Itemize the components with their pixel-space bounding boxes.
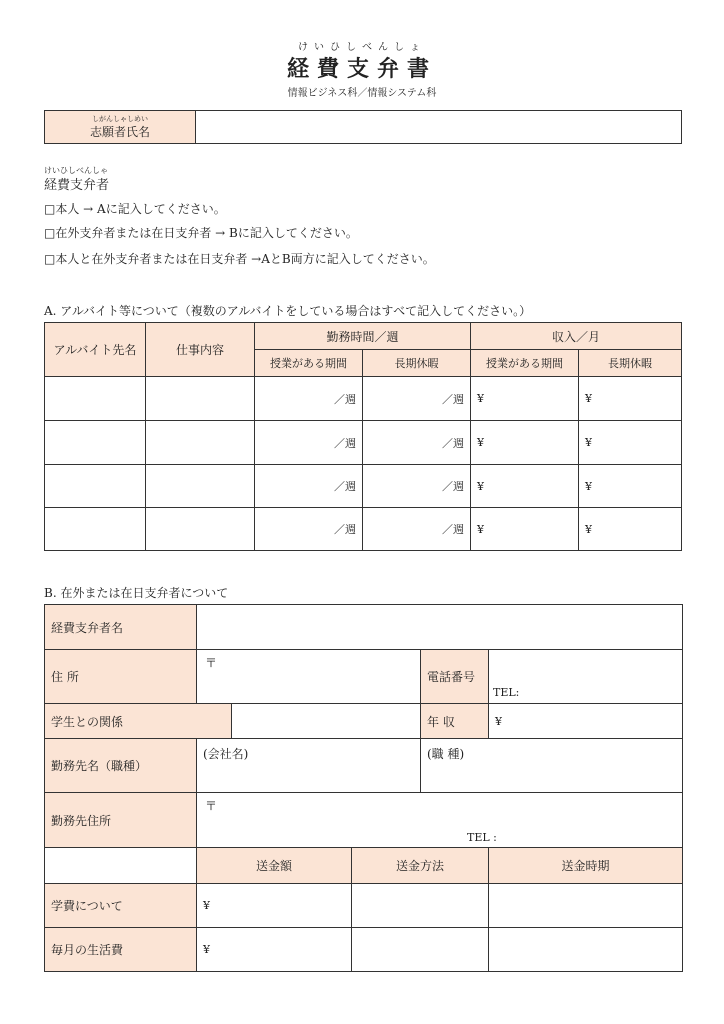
payer-option-both[interactable]: □本人と在外支弁者または在日支弁者 →AとB両方に記入してください。 [44, 252, 435, 266]
applicant-name-field[interactable] [196, 111, 682, 144]
remit-corner-cell [45, 848, 197, 884]
applicant-name-label [45, 111, 196, 144]
address-label: 住 所 [45, 650, 197, 704]
page-subtitle: 情報ビジネス科／情報システム科 [287, 88, 437, 99]
col-employer: アルバイト先名 [45, 323, 146, 377]
hours-school-cell[interactable]: ／週 [255, 508, 363, 551]
page-title: 経費支弁書 [286, 56, 437, 82]
payer-name-field[interactable] [197, 605, 683, 650]
relation-label: 学生との関係 [45, 704, 232, 739]
postal-mark: 〒 [205, 656, 218, 670]
section-a-table [44, 322, 682, 551]
hours-school-cell[interactable]: ／週 [255, 421, 363, 465]
tuition-label: 学費について [45, 884, 197, 928]
col-timing: 送金時期 [489, 848, 683, 884]
job-cell[interactable] [146, 421, 255, 465]
job-cell[interactable] [146, 377, 255, 421]
relation-field[interactable] [232, 704, 421, 739]
job-cell[interactable] [146, 508, 255, 551]
phone-label: 電話番号 [421, 650, 489, 704]
address-field[interactable] [197, 650, 421, 704]
job-type-field[interactable]: (職 種) [421, 739, 683, 793]
phone-field[interactable] [489, 650, 683, 704]
employer-cell[interactable] [45, 421, 146, 465]
payer-option-external[interactable]: □在外支弁者または在日支弁者 → Bに記入してください。 [44, 226, 358, 240]
col-income: 収入／月 [471, 323, 682, 350]
work-tel-label: TEL : [467, 831, 497, 844]
sub-income-school: 授業がある期間 [471, 350, 579, 377]
applicant-table [44, 110, 682, 144]
hours-school-cell[interactable]: ／週 [255, 377, 363, 421]
hours-vacation-cell[interactable]: ／週 [363, 421, 471, 465]
income-school-cell[interactable]: ¥ [471, 508, 579, 551]
annual-income-label: 年 収 [421, 704, 489, 739]
tuition-timing-field[interactable] [489, 884, 683, 928]
employer-cell[interactable] [45, 508, 146, 551]
income-vacation-cell[interactable]: ¥ [579, 508, 682, 551]
payer-name-label: 経費支弁者名 [45, 605, 197, 650]
col-amount: 送金額 [197, 848, 352, 884]
sub-income-vacation: 長期休暇 [579, 350, 682, 377]
tuition-amount-field[interactable]: ¥ [197, 884, 352, 928]
work-postal-mark: 〒 [205, 799, 218, 813]
tuition-method-field[interactable] [352, 884, 489, 928]
living-timing-field[interactable] [489, 928, 683, 972]
sub-hours-school: 授業がある期間 [255, 350, 363, 377]
tel-label: TEL: [493, 686, 520, 699]
hours-school-cell[interactable]: ／週 [255, 465, 363, 508]
annual-income-field[interactable]: ¥ [489, 704, 683, 739]
income-vacation-cell[interactable]: ¥ [579, 377, 682, 421]
title-ruby: けいひしべんしょ [298, 42, 426, 53]
workplace-label: 勤務先名（職種） [45, 739, 197, 793]
income-school-cell[interactable]: ¥ [471, 377, 579, 421]
living-amount-field[interactable]: ¥ [197, 928, 352, 972]
work-address-field[interactable] [197, 793, 683, 848]
hours-vacation-cell[interactable]: ／週 [363, 508, 471, 551]
sub-hours-vacation: 長期休暇 [363, 350, 471, 377]
company-name-field[interactable]: (会社名) [197, 739, 421, 793]
hours-vacation-cell[interactable]: ／週 [363, 465, 471, 508]
payer-heading: 経費支弁者 [44, 178, 110, 193]
work-address-label: 勤務先住所 [45, 793, 197, 848]
applicant-label-ruby: しがんしゃしめい [92, 114, 148, 123]
applicant-label: 志願者氏名 [89, 124, 150, 139]
employer-cell[interactable] [45, 377, 146, 421]
income-vacation-cell[interactable]: ¥ [579, 465, 682, 508]
employer-cell[interactable] [45, 465, 146, 508]
col-job: 仕事内容 [146, 323, 255, 377]
income-school-cell[interactable]: ¥ [471, 421, 579, 465]
living-method-field[interactable] [352, 928, 489, 972]
col-hours: 勤務時間／週 [255, 323, 471, 350]
job-cell[interactable] [146, 465, 255, 508]
section-a-heading: A. アルバイト等について（複数のアルバイトをしている場合はすべて記入してください。） [44, 304, 532, 318]
col-method: 送金方法 [352, 848, 489, 884]
section-b-table [44, 604, 683, 972]
income-vacation-cell[interactable]: ¥ [579, 421, 682, 465]
payer-option-self[interactable]: □本人 → Aに記入してください。 [44, 202, 226, 216]
living-label: 毎月の生活費 [45, 928, 197, 972]
payer-heading-ruby: けいひしべんしゃ [44, 166, 108, 175]
hours-vacation-cell[interactable]: ／週 [363, 377, 471, 421]
section-b-heading: B. 在外または在日支弁者について [44, 586, 229, 600]
income-school-cell[interactable]: ¥ [471, 465, 579, 508]
